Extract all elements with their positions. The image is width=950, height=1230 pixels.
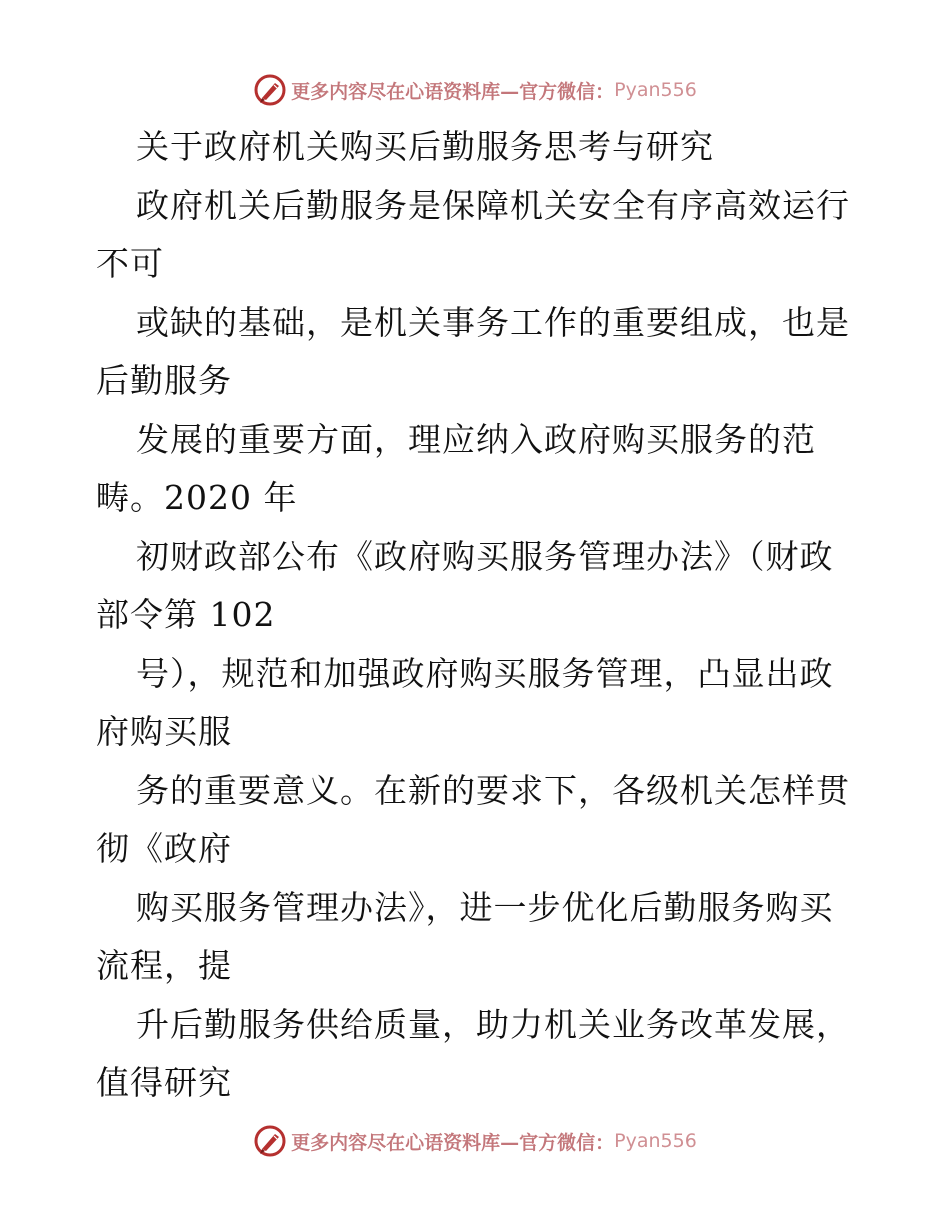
text-line: 后勤服务 — [96, 361, 232, 400]
text-line: 政府机关后勤服务是保障机关安全有序高效运行 — [136, 185, 850, 225]
text-line: 彻《政府 — [96, 829, 232, 868]
text-line: 或缺的基础，是机关事务工作的重要组成，也是 — [136, 302, 850, 342]
text-line: 初财政部公布《政府购买服务管理办法》（财政 — [136, 536, 834, 576]
banner-text: 更多内容尽在心语资料库—官方微信： — [291, 80, 615, 103]
banner-wechat-id: Pyan556 — [614, 1130, 697, 1152]
text-line: 务的重要意义。在新的要求下，各级机关怎样贯 — [136, 770, 850, 810]
text-line: 购买服务管理办法》，进一步优化后勤服务购买 — [136, 887, 834, 927]
text-line: 府购买服 — [96, 712, 232, 751]
text-line: 流程，提 — [96, 946, 232, 985]
text-line: 值得研究 — [96, 1063, 232, 1102]
text-line: 部令第 102 — [96, 595, 276, 634]
banner-text: 更多内容尽在心语资料库—官方微信： — [291, 1131, 615, 1154]
text-line: 畴。2020 年 — [96, 478, 298, 517]
text-line: 号），规范和加强政府购买服务管理，凸显出政 — [136, 653, 834, 693]
document-title: 关于政府机关购买后勤服务思考与研究 — [136, 127, 714, 166]
banner-wechat-id: Pyan556 — [614, 79, 697, 101]
text-line: 升后勤服务供给质量，助力机关业务改革发展， — [136, 1004, 850, 1044]
document-body — [96, 118, 866, 1113]
footer-banner — [0, 1121, 950, 1161]
header-banner — [0, 70, 950, 110]
text-line: 发展的重要方面，理应纳入政府购买服务的范 — [136, 419, 816, 459]
pen-logo-icon — [253, 1124, 287, 1158]
text-line: 不可 — [96, 244, 164, 283]
pen-logo-icon — [253, 73, 287, 107]
